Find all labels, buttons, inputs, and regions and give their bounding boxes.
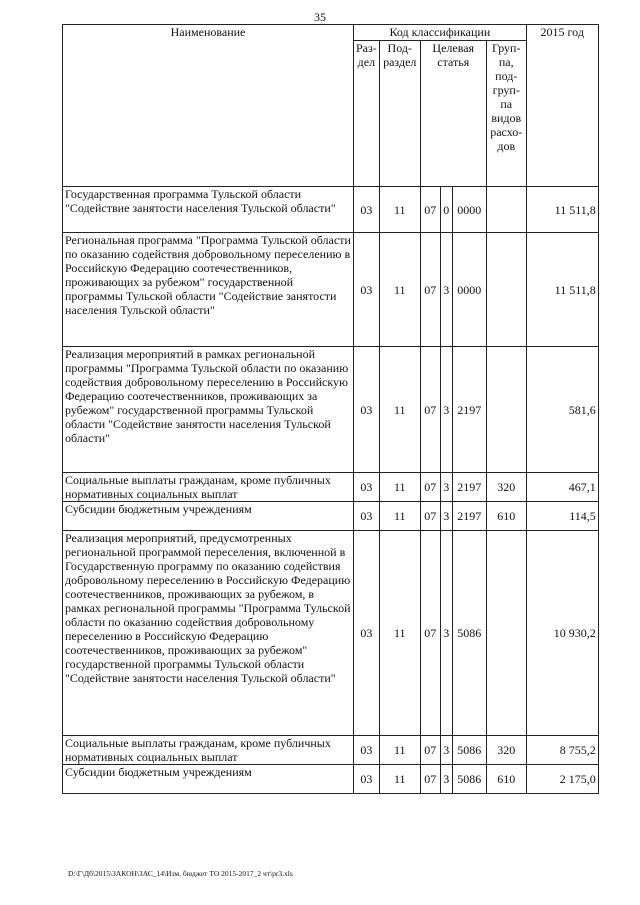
row-razdel-cell: 03 (354, 347, 380, 473)
row-amount-cell: 2 175,0 (526, 765, 598, 794)
row-statya-part1-cell: 07 (420, 765, 440, 794)
row-statya-part1-cell: 07 (420, 531, 440, 736)
row-name-cell: Государственная программа Тульской области "Содействие занятости населения Тульской области" (63, 187, 354, 233)
row-statya-part2-cell: 3 (440, 473, 452, 502)
header-group: Груп- па, под- груп- па видов расхо- дов (486, 41, 526, 187)
table-row (63, 502, 599, 531)
row-razdel-cell: 03 (354, 531, 380, 736)
row-statya-part3-cell: 5086 (452, 765, 486, 794)
table-row (63, 531, 599, 736)
row-statya-part1-cell: 07 (420, 347, 440, 473)
row-statya-part3-cell: 5086 (452, 531, 486, 736)
row-group-cell: 610 (486, 765, 526, 794)
row-statya-part2-cell: 0 (440, 187, 452, 233)
row-razdel-cell: 03 (354, 187, 380, 233)
row-statya-part3-cell: 5086 (452, 736, 486, 765)
budget-table (62, 24, 599, 794)
header-razdel: Раз- дел (354, 41, 380, 187)
row-podrazdel-cell: 11 (379, 347, 420, 473)
table-row (63, 187, 599, 233)
row-razdel-cell: 03 (354, 233, 380, 347)
header-classification: Код классификации (354, 25, 527, 41)
header-year: 2015 год (526, 25, 598, 187)
header-name: Наименование (63, 25, 354, 187)
row-statya-part1-cell: 07 (420, 233, 440, 347)
row-name-cell: Субсидии бюджетным учреждениям (63, 765, 354, 794)
table-row (63, 765, 599, 794)
row-name-cell: Региональная программа "Программа Тульской области по оказанию содействия добровольному переселению в Российскую Федерацию соотечественников, проживающих за рубежом" государственной программы Тульской области "Содействие занятости населения Тульской области" (63, 233, 354, 347)
row-statya-part1-cell: 07 (420, 502, 440, 531)
row-statya-part2-cell: 3 (440, 233, 452, 347)
footer-filepath: D:\Г\Дб\2015\ЗАКОН\ЗАС_14\Изм. бюджет ТО 2015-2017_2 чт\pr3.xls (68, 869, 293, 878)
row-name-cell: Социальные выплаты гражданам, кроме публичных нормативных социальных выплат (63, 736, 354, 765)
row-statya-part1-cell: 07 (420, 736, 440, 765)
row-amount-cell: 10 930,2 (526, 531, 598, 736)
row-statya-part2-cell: 3 (440, 347, 452, 473)
row-statya-part3-cell: 2197 (452, 347, 486, 473)
row-group-cell (486, 187, 526, 233)
row-statya-part1-cell: 07 (420, 473, 440, 502)
table-row (63, 347, 599, 473)
row-statya-part3-cell: 2197 (452, 502, 486, 531)
row-statya-part3-cell: 0000 (452, 233, 486, 347)
row-statya-part3-cell: 0000 (452, 187, 486, 233)
header-statya: Целевая статья (420, 41, 486, 187)
row-podrazdel-cell: 11 (379, 736, 420, 765)
table-row (63, 736, 599, 765)
row-name-cell: Социальные выплаты гражданам, кроме публичных нормативных социальных выплат (63, 473, 354, 502)
row-name-cell: Реализация мероприятий, предусмотренных региональной программой переселения, включенной в Государственную программу по оказанию содействия добровольному переселению в Российскую Федерацию соотечественников, проживающих за рубежом, в рамках региональной программы "Программа Тульской области по оказанию содействия добровольному переселению в Российскую Федерацию соотечественников, проживающих за рубежом" государственной программы Тульской области "Содействие занятости населения Тульской области" (63, 531, 354, 736)
row-statya-part2-cell: 3 (440, 502, 452, 531)
row-razdel-cell: 03 (354, 502, 380, 531)
row-statya-part2-cell: 3 (440, 765, 452, 794)
row-group-cell: 610 (486, 502, 526, 531)
row-name-cell: Реализация мероприятий в рамках региональной программы "Программа Тульской области по оказанию содействия добровольному переселению в Российскую Федерацию соотечественников, проживающих за рубежом" государственной программы Тульской области "Содействие занятости населения Тульской области" (63, 347, 354, 473)
header-podrazdel: Под- раздел (379, 41, 420, 187)
row-statya-part2-cell: 3 (440, 531, 452, 736)
row-amount-cell: 11 511,8 (526, 233, 598, 347)
row-group-cell: 320 (486, 736, 526, 765)
row-group-cell (486, 347, 526, 473)
row-podrazdel-cell: 11 (379, 765, 420, 794)
row-statya-part1-cell: 07 (420, 187, 440, 233)
row-podrazdel-cell: 11 (379, 233, 420, 347)
row-razdel-cell: 03 (354, 765, 380, 794)
row-group-cell (486, 233, 526, 347)
row-group-cell: 320 (486, 473, 526, 502)
row-podrazdel-cell: 11 (379, 502, 420, 531)
row-podrazdel-cell: 11 (379, 531, 420, 736)
page-number: 35 (314, 10, 326, 24)
row-razdel-cell: 03 (354, 473, 380, 502)
table-row (63, 233, 599, 347)
table-row (63, 473, 599, 502)
row-name-cell: Субсидии бюджетным учреждениям (63, 502, 354, 531)
row-amount-cell: 114,5 (526, 502, 598, 531)
row-amount-cell: 581,6 (526, 347, 598, 473)
row-statya-part3-cell: 2197 (452, 473, 486, 502)
row-group-cell (486, 531, 526, 736)
row-statya-part2-cell: 3 (440, 736, 452, 765)
row-podrazdel-cell: 11 (379, 187, 420, 233)
row-amount-cell: 467,1 (526, 473, 598, 502)
row-razdel-cell: 03 (354, 736, 380, 765)
row-amount-cell: 8 755,2 (526, 736, 598, 765)
row-podrazdel-cell: 11 (379, 473, 420, 502)
row-amount-cell: 11 511,8 (526, 187, 598, 233)
